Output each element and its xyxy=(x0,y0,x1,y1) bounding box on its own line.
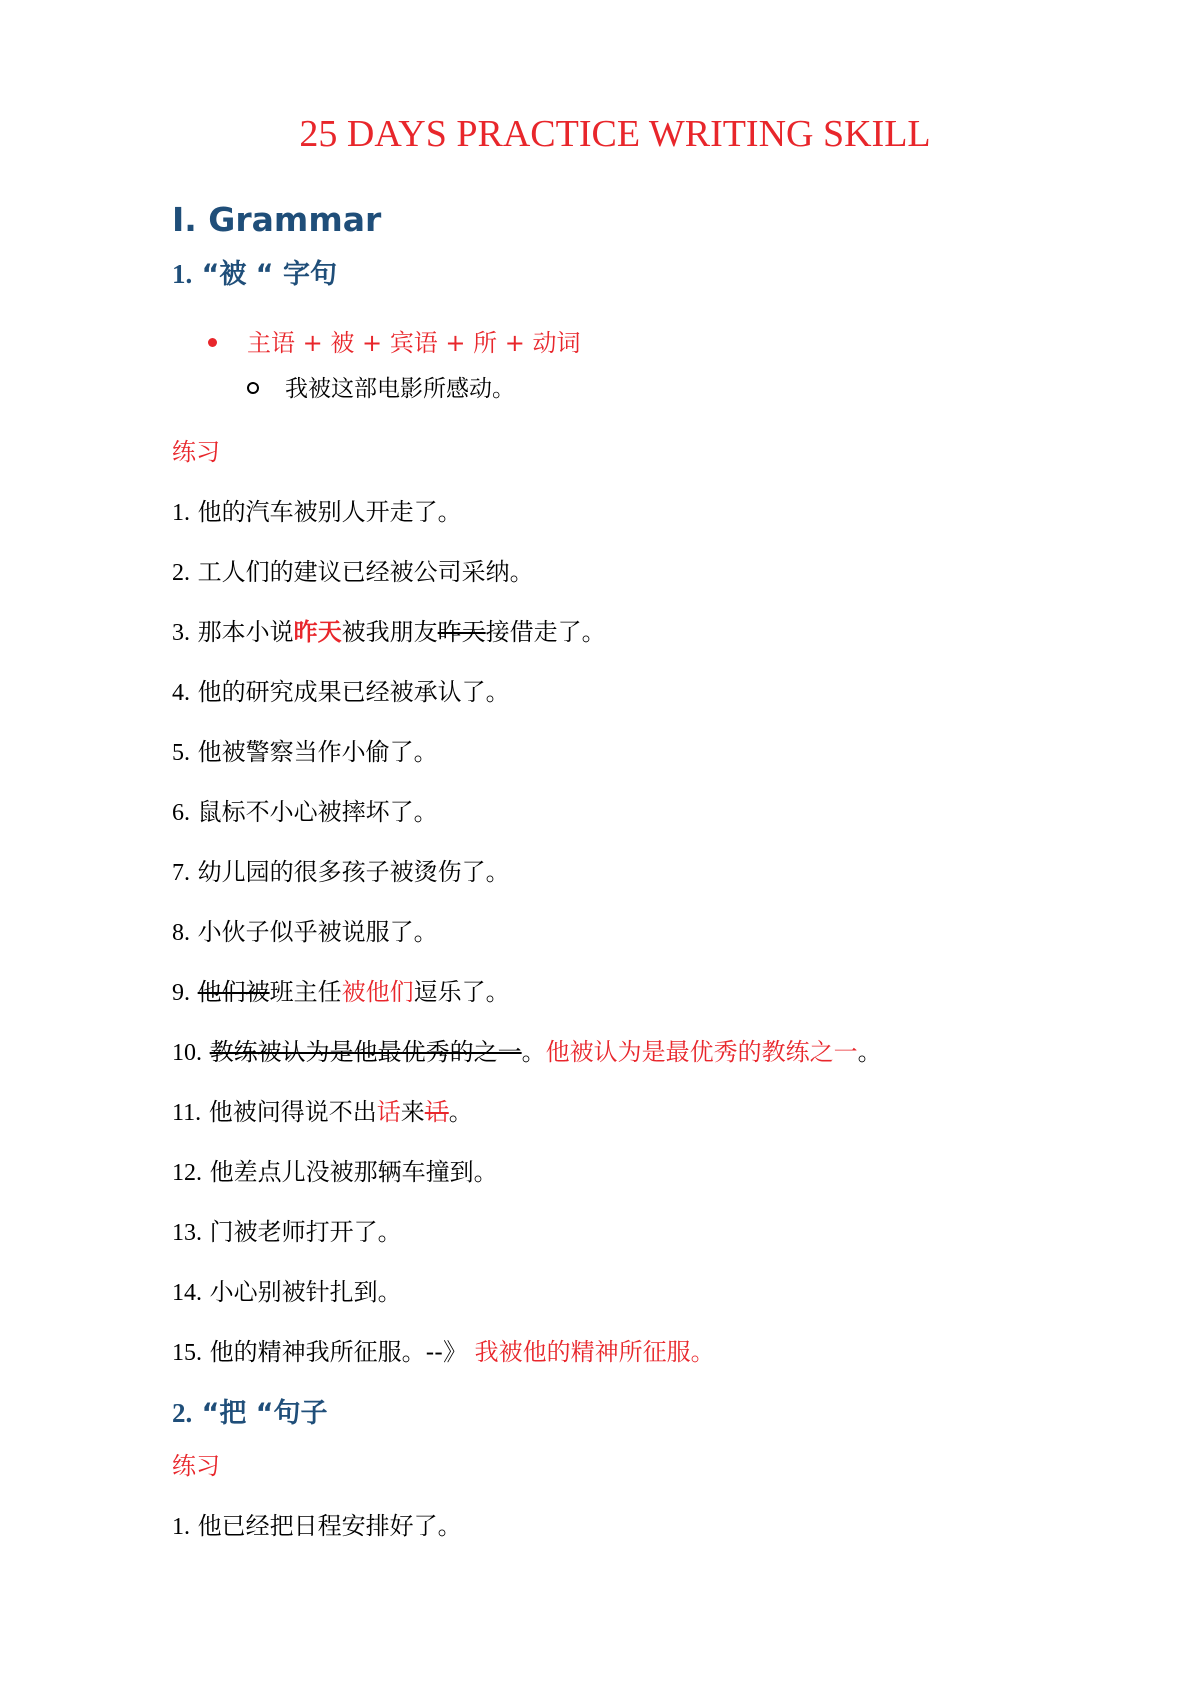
correction-deleted: 话 xyxy=(424,1098,449,1126)
bullet-circle-icon xyxy=(247,382,259,394)
subsection-heading-ba xyxy=(172,1391,328,1430)
example-bullet xyxy=(247,370,515,403)
correction-insert: 话 xyxy=(376,1098,401,1126)
page-title: 25 DAYS PRACTICE WRITING SKILL xyxy=(299,113,931,155)
practice-item: 6. 鼠标不小心被摔坏了。 xyxy=(172,798,438,826)
correction-deleted: 教练被认为是他最优秀的之一 xyxy=(209,1038,522,1066)
correction-deleted: 他们被 xyxy=(197,978,270,1006)
practice-item: 1. 他已经把日程安排好了。 xyxy=(172,1512,462,1540)
practice-item: 4. 他的研究成果已经被承认了。 xyxy=(172,678,510,706)
subsection-number: 1. xyxy=(172,259,193,289)
correction-insert: 被他们 xyxy=(341,978,414,1006)
subsection-title: “被 “ 字句 xyxy=(201,259,337,290)
practice-item: 7. 幼儿园的很多孩子被烫伤了。 xyxy=(172,858,510,886)
practice-item: 3. 那本小说昨天被我朋友昨天接借走了。 xyxy=(172,618,606,646)
practice-item: 12. 他差点儿没被那辆车撞到。 xyxy=(172,1158,498,1186)
practice-item: 9. 他们被班主任被他们逗乐了。 xyxy=(172,978,510,1006)
correction-insert: 我被他的精神所征服。 xyxy=(466,1338,715,1366)
practice-item: 10. 教练被认为是他最优秀的之一。他被认为是最优秀的教练之一。 xyxy=(172,1038,882,1066)
practice-item: 13. 门被老师打开了。 xyxy=(172,1218,402,1246)
correction-insert: 昨天 xyxy=(293,618,342,646)
practice-label: 练习 xyxy=(172,1452,220,1480)
practice-item: 8. 小伙子似乎被说服了。 xyxy=(172,918,438,946)
practice-item: 15. 他的精神我所征服。--》 我被他的精神所征服。 xyxy=(172,1338,715,1366)
rule-bullet xyxy=(208,323,580,358)
section-heading-grammar: I. Grammar xyxy=(172,200,382,239)
rule-text: 主语 + 被 + 宾语 + 所 + 动词 xyxy=(247,329,581,357)
bullet-dot-icon xyxy=(208,338,217,347)
correction-insert: 他被认为是最优秀的教练之一 xyxy=(545,1038,858,1066)
practice-item: 5. 他被警察当作小偷了。 xyxy=(172,738,438,766)
subsection-number: 2. xyxy=(172,1398,193,1428)
correction-deleted: 昨天 xyxy=(437,618,486,646)
example-text: 我被这部电影所感动。 xyxy=(285,376,515,402)
subsection-heading-bei xyxy=(172,252,337,291)
practice-label: 练习 xyxy=(172,438,220,466)
practice-item: 2. 工人们的建议已经被公司采纳。 xyxy=(172,558,534,586)
practice-item: 14. 小心别被针扎到。 xyxy=(172,1278,402,1306)
subsection-title: “把 “句子 xyxy=(201,1398,328,1429)
practice-item: 1. 他的汽车被别人开走了。 xyxy=(172,498,462,526)
practice-item: 11. 他被问得说不出话来话。 xyxy=(172,1098,473,1126)
